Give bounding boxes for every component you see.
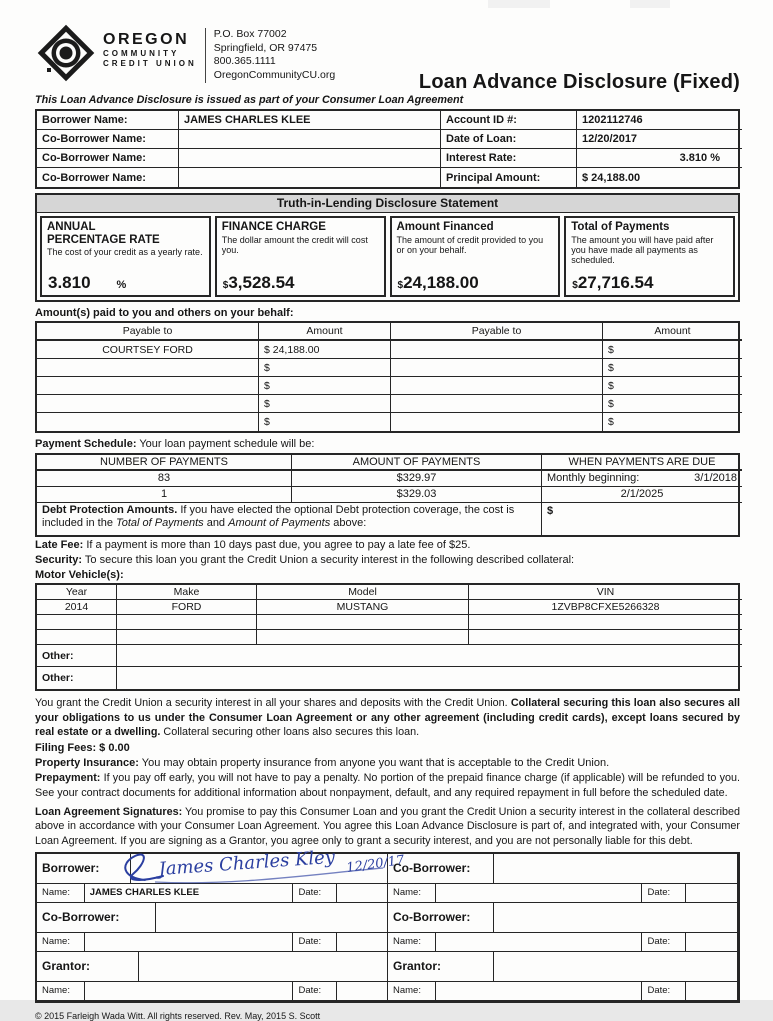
date-label: Date: (293, 884, 337, 903)
vehicle-year (37, 615, 117, 630)
prepayment-label: Prepayment: (35, 772, 101, 785)
grantor-signature-label: Grantor: (388, 952, 494, 982)
date-label: Date: (642, 884, 686, 903)
column-header: Model (257, 585, 469, 600)
grantor-date-field (337, 982, 388, 1001)
co-borrower-name-label: Co-Borrower Name: (37, 130, 179, 149)
borrower-date-field (337, 884, 388, 903)
payable-to-value (391, 377, 603, 395)
co-borrower-printed-name (436, 884, 643, 903)
apr-percent-sign: % (116, 279, 127, 291)
date-label: Date: (642, 933, 686, 952)
page-title: Loan Advance Disclosure (Fixed) (418, 71, 740, 93)
payable-to-value (37, 359, 259, 377)
apr-value: 3.810 (48, 273, 91, 292)
debt-protection-text: above: (330, 517, 367, 530)
other-collateral-value (117, 667, 742, 689)
payment-schedule-table (35, 453, 740, 537)
date-label: Date: (293, 982, 337, 1001)
total-of-payments-title: Total of Payments (571, 221, 670, 233)
collateral-bold-text: Collateral securing this loan also secures all your obligations to us under the Consumer Loan Agreement or any other agreement (including credit cards), except loans secured by real estate or a dwelling. (35, 697, 740, 739)
number-of-payments-value: 83 (37, 471, 292, 487)
address-line: Springfield, OR 97475 (213, 41, 318, 54)
finance-charge-description: The dollar amount the credit will cost you. (221, 234, 368, 255)
other-collateral-value (117, 645, 742, 667)
borrower-info-table (35, 109, 740, 189)
dollar-sign: $ (397, 280, 404, 291)
payable-to-value (37, 377, 259, 395)
address-line: OregonCommunityCU.org (213, 68, 336, 81)
vehicle-make (117, 630, 257, 645)
co-borrower-printed-name (85, 933, 294, 952)
column-header: Payable to (391, 323, 603, 341)
prepayment-text: If you pay off early, you will not have to pay a penalty. No portion of the prepaid finance charge (if applicable) will be refunded to you. See your contract documents for additional information about nonpayment, default, and any required repayment in full before the scheduled date. (35, 772, 740, 799)
payable-to-value (391, 341, 603, 359)
signature-date: 12/20/17 (345, 852, 406, 876)
grantor-signature-field (494, 952, 738, 982)
when-payments-due-value (542, 471, 742, 487)
dollar-sign: $ (572, 280, 578, 291)
borrower-signature-label: Borrower: (37, 854, 131, 884)
signatures-label: Loan Agreement Signatures: (35, 805, 183, 818)
name-label: Name: (37, 933, 85, 952)
filing-fees-line: Filing Fees: $ 0.00 (35, 741, 130, 754)
amounts-paid-heading: Amount(s) paid to you and others on your behalf: (35, 307, 294, 319)
debt-protection-note (37, 503, 542, 535)
amount-financed-description: The amount of credit provided to you or on your behalf. (396, 234, 544, 255)
address-block (205, 28, 335, 83)
payment-schedule-heading (35, 437, 740, 451)
grantor-signature-field (139, 952, 388, 982)
interest-rate-value: 3.810 % (577, 149, 742, 168)
interest-rate-label: Interest Rate: (441, 149, 577, 168)
address-line: P.O. Box 77002 (213, 28, 287, 40)
security-line (35, 553, 740, 567)
co-borrower-printed-name (436, 933, 643, 952)
borrower-name-value: JAMES CHARLES KLEE (179, 111, 441, 130)
amount-value: $ (259, 413, 391, 431)
column-header: Amount (259, 323, 391, 341)
debt-protection-italic: Amount of Payments (228, 517, 331, 530)
total-of-payments-value: 27,716.54 (577, 273, 654, 292)
amount-financed-box (390, 216, 561, 297)
date-label: Date: (293, 933, 337, 952)
account-id-value: 1202112746 (577, 111, 742, 130)
property-insurance-line (35, 756, 740, 770)
signature-text: James Charles Kley (157, 846, 336, 880)
payable-to-value (37, 395, 259, 413)
document-subtitle: This Loan Advance Disclosure is issued as part of your Consumer Loan Agreement (35, 94, 464, 106)
amount-value: $ (259, 359, 391, 377)
logo-line-2: COMMUNITY (103, 48, 180, 58)
amount-financed-value: 24,188.00 (403, 273, 479, 292)
grantor-date-field (686, 982, 738, 1001)
total-of-payments-box (564, 216, 735, 297)
collateral-paragraph (35, 696, 740, 739)
grantor-printed-name (85, 982, 294, 1001)
amount-value: $ (603, 395, 742, 413)
date-of-loan-label: Date of Loan: (441, 130, 577, 149)
vehicle-vin (469, 615, 742, 630)
borrower-name-label: Borrower Name: (37, 111, 179, 130)
amount-value: $ 24,188.00 (259, 341, 391, 359)
amount-value: $ (608, 416, 614, 429)
amount-value: $ (603, 341, 742, 359)
vehicle-model: MUSTANG (257, 600, 469, 615)
amount-value: $ (603, 359, 742, 377)
debt-protection-italic: Total of Payments (116, 517, 204, 530)
when-payments-due-value: 2/1/2025 (542, 487, 742, 503)
vehicle-model (257, 615, 469, 630)
debt-protection-amount: $ (547, 504, 554, 517)
apr-description: The cost of your credit as a yearly rate. (47, 247, 203, 258)
amounts-paid-table (35, 321, 740, 433)
amount-of-payments-value: $329.97 (292, 471, 542, 487)
amount-value: $ (259, 377, 391, 395)
amount-value: $ (259, 395, 391, 413)
name-label: Name: (388, 982, 436, 1001)
property-insurance-text: You may obtain property insurance from anyone you want that is acceptable to the Credit Union. (138, 756, 610, 769)
dollar-sign: $ (222, 280, 229, 291)
co-borrower-signature-label: Co-Borrower: (388, 903, 494, 933)
scan-artifact (630, 0, 670, 8)
payable-to-value (391, 395, 603, 413)
debt-protection-text: If you have elected the optional Debt protection coverage, the cost is included in the (42, 503, 515, 530)
grantor-signature-label: Grantor: (37, 952, 139, 982)
scan-artifact (488, 0, 550, 8)
finance-charge-title: FINANCE CHARGE (221, 221, 326, 233)
apr-title-2: PERCENTAGE RATE (47, 233, 160, 246)
other-collateral-label: Other: (37, 667, 117, 689)
co-borrower-signature-label: Co-Borrower: (37, 903, 156, 933)
co-borrower-name-label: Co-Borrower Name: (37, 149, 179, 168)
co-borrower-name-label: Co-Borrower Name: (37, 168, 179, 187)
column-header: Amount (603, 323, 742, 341)
vehicle-year (37, 630, 117, 645)
number-of-payments-value: 1 (37, 487, 292, 503)
account-id-label: Account ID #: (441, 111, 577, 130)
co-borrower-name-value (179, 168, 441, 187)
security-text: To secure this loan you grant the Credit Union a security interest in the following described collateral: (82, 553, 575, 566)
signatures-text: You promise to pay this Consumer Loan and you grant the Credit Union a security interest in the collateral described above in accordance with your Consumer Loan Agreement. You agree this Loan Advance Disclosure is part of, and integrated with, your Consumer Loan Agreement. If you are signing as a Grantor, you agree only to grant a security interest, and you are not personally liable for this debt. (35, 805, 740, 847)
truth-in-lending-section (35, 193, 740, 302)
column-header: Payable to (37, 323, 259, 341)
co-borrower-name-value (179, 130, 441, 149)
header (35, 22, 740, 92)
name-label: Name: (388, 884, 436, 903)
collateral-text: Collateral securing other loans also secures this loan. (160, 726, 420, 739)
motor-vehicles-heading: Motor Vehicle(s): (35, 569, 124, 582)
late-fee-text: If a payment is more than 10 days past due, you agree to pay a late fee of $25. (83, 538, 471, 551)
apr-title: ANNUAL (47, 221, 96, 233)
finance-charge-value: 3,528.54 (228, 273, 295, 292)
co-borrower-signature-field (494, 854, 738, 884)
apr-box (40, 216, 211, 297)
payable-to-value: COURTSEY FORD (37, 341, 259, 359)
payable-to-value (37, 413, 259, 431)
debt-protection-bold: Debt Protection Amounts. (42, 503, 178, 516)
date-of-loan-value: 12/20/2017 (577, 130, 742, 149)
co-borrower-date-field (337, 933, 388, 952)
loan-agreement-signatures-paragraph (35, 805, 740, 848)
column-header: VIN (469, 585, 742, 600)
total-of-payments-description: The amount you will have paid after you have made all payments as scheduled. (571, 234, 714, 266)
co-borrower-signature-field (494, 903, 738, 933)
column-header: AMOUNT OF PAYMENTS (292, 455, 542, 471)
amount-value: $ (603, 377, 742, 395)
signature-table (35, 846, 740, 1003)
logo-wordmark (103, 32, 197, 69)
payment-schedule-heading-rest: Your loan payment schedule will be: (136, 438, 315, 451)
grantor-printed-name (436, 982, 643, 1001)
security-label: Security: (35, 553, 83, 566)
credit-union-logo-icon (35, 22, 97, 84)
name-label: Name: (388, 933, 436, 952)
finance-charge-box (215, 216, 386, 297)
til-section-header: Truth-in-Lending Disclosure Statement (37, 195, 738, 213)
collateral-text: You grant the Credit Union a security interest in all your shares and deposits with the Credit Union. (35, 697, 511, 710)
principal-amount-label: Principal Amount: (441, 168, 577, 187)
amount-financed-title: Amount Financed (396, 221, 494, 233)
payable-to-value (391, 413, 603, 431)
co-borrower-signature-label: Co-Borrower: (388, 854, 494, 884)
co-borrower-date-field (686, 884, 738, 903)
vehicle-model (257, 630, 469, 645)
payment-schedule-heading-bold: Payment Schedule: (35, 438, 137, 451)
vehicle-make (117, 615, 257, 630)
logo-line-1: OREGON (103, 31, 190, 48)
late-fee-line (35, 538, 740, 552)
borrower-printed-name: JAMES CHARLES KLEE (85, 884, 294, 903)
principal-amount-value: $ 24,188.00 (582, 171, 641, 184)
motor-vehicles-table (35, 583, 740, 691)
name-label: Name: (37, 884, 85, 903)
debt-protection-text: and (203, 517, 229, 530)
prepayment-paragraph (35, 771, 740, 800)
vehicle-vin: 1ZVBP8CFXE5266328 (469, 600, 742, 615)
vehicle-vin (469, 630, 742, 645)
co-borrower-date-field (686, 933, 738, 952)
due-date: 3/1/2018 (694, 472, 737, 485)
property-insurance-label: Property Insurance: (35, 756, 139, 769)
logo-line-3: CREDIT UNION (103, 58, 197, 68)
column-header: WHEN PAYMENTS ARE DUE (542, 455, 742, 471)
vehicle-year: 2014 (37, 600, 117, 615)
amount-of-payments-value: $329.03 (292, 487, 542, 503)
name-label: Name: (37, 982, 85, 1001)
borrower-signature-field (131, 854, 388, 884)
co-borrower-signature-field (156, 903, 388, 933)
other-collateral-label: Other: (37, 645, 117, 667)
payable-to-value (391, 359, 603, 377)
column-header: Year (37, 585, 117, 600)
co-borrower-name-value (179, 149, 441, 168)
late-fee-label: Late Fee: (35, 538, 84, 551)
vehicle-make: FORD (117, 600, 257, 615)
date-label: Date: (642, 982, 686, 1001)
copyright-footer: © 2015 Farleigh Wada Witt. All rights reserved. Rev. May, 2015 S. Scott (35, 1010, 321, 1021)
column-header: NUMBER OF PAYMENTS (37, 455, 292, 471)
column-header: Make (117, 585, 257, 600)
due-label: Monthly beginning: (547, 472, 640, 485)
address-line: 800.365.1111 (213, 55, 276, 68)
